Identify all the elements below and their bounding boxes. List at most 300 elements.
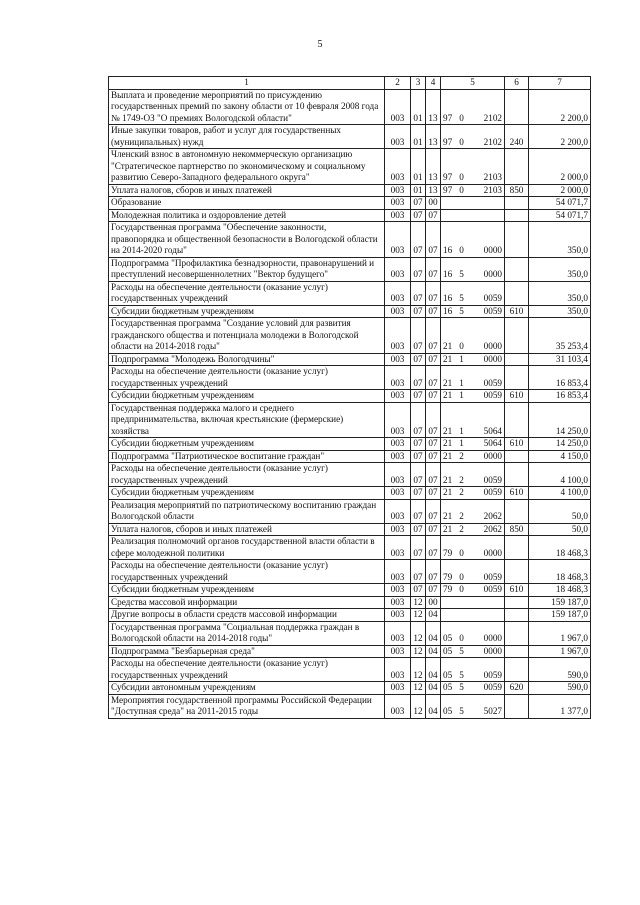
target-article-part: 0000 <box>483 450 502 461</box>
row-target-article <box>441 353 505 366</box>
row-name: Субсидии бюджетным учреждениям <box>109 438 385 451</box>
row-target-article <box>441 222 505 258</box>
row-name: Другие вопросы в области средств массовой информации <box>109 609 385 622</box>
table-row <box>109 463 591 487</box>
target-article-part: 0000 <box>483 269 502 279</box>
row-name: Реализация полномочий органов государственной власти области в сфере молодежной политики <box>109 536 385 560</box>
target-article-part: 1 <box>459 377 464 388</box>
target-article-part: 0000 <box>483 633 502 643</box>
row-expense-type <box>505 257 529 281</box>
row-amount: 350,0 <box>529 222 591 258</box>
target-article-part: 2 <box>459 487 464 497</box>
target-article-part: 5 <box>459 706 464 716</box>
row-target-article <box>441 197 505 210</box>
row-expense-type: 850 <box>505 184 529 197</box>
target-article-part: 79 <box>443 584 453 594</box>
row-code-admin: 003 <box>385 89 411 125</box>
row-target-article <box>441 682 505 695</box>
row-target-article <box>441 450 505 463</box>
target-article-part: 16 <box>443 245 453 255</box>
target-article-part: 2062 <box>483 511 502 521</box>
row-subsection: 13 <box>426 125 441 149</box>
row-code-admin: 003 <box>385 694 411 718</box>
table-row <box>109 366 591 390</box>
row-section: 07 <box>411 584 426 597</box>
row-target-article <box>441 487 505 500</box>
target-article-part: 0 <box>459 136 464 147</box>
row-target-article <box>441 125 505 149</box>
row-code-admin: 003 <box>385 402 411 438</box>
row-subsection: 07 <box>426 281 441 305</box>
target-article-part: 05 <box>443 682 453 692</box>
row-code-admin: 003 <box>385 366 411 390</box>
row-target-article <box>441 402 505 438</box>
row-subsection: 13 <box>426 184 441 197</box>
row-subsection: 04 <box>426 658 441 682</box>
target-article-part: 2103 <box>483 184 502 195</box>
row-amount: 18 468,3 <box>529 560 591 584</box>
row-section: 12 <box>411 682 426 695</box>
row-expense-type <box>505 621 529 645</box>
row-subsection: 07 <box>426 318 441 354</box>
target-article-part: 97 <box>443 136 453 147</box>
row-subsection: 07 <box>426 438 441 451</box>
target-article-part: 0059 <box>483 305 502 316</box>
table-row <box>109 222 591 258</box>
header-col-4: 4 <box>426 77 441 90</box>
row-target-article <box>441 281 505 305</box>
target-article-part: 0059 <box>483 571 502 582</box>
row-name: Выплата и проведение мероприятий по присуждению государственных премий по закону области от 10 февраля 2008 года № 1749-ОЗ "О премиях Вологодской области" <box>109 89 385 125</box>
row-target-article <box>441 694 505 718</box>
row-name: Иные закупки товаров, работ и услуг для государственных (муниципальных) нужд <box>109 125 385 149</box>
row-subsection: 07 <box>426 305 441 318</box>
table-row <box>109 353 591 366</box>
row-section: 07 <box>411 402 426 438</box>
row-expense-type <box>505 149 529 185</box>
row-amount: 2 000,0 <box>529 149 591 185</box>
row-expense-type <box>505 222 529 258</box>
target-article-part: 0059 <box>483 377 502 388</box>
row-section: 12 <box>411 694 426 718</box>
row-amount: 4 150,0 <box>529 450 591 463</box>
target-article-part: 2102 <box>483 136 502 147</box>
table-row <box>109 523 591 536</box>
table-row <box>109 149 591 185</box>
row-name: Образование <box>109 197 385 210</box>
row-code-admin: 003 <box>385 209 411 222</box>
row-code-admin: 003 <box>385 658 411 682</box>
target-article-part: 1 <box>459 390 464 400</box>
target-article-part: 21 <box>443 390 453 400</box>
target-article-part: 5064 <box>483 425 502 436</box>
table-row <box>109 645 591 658</box>
row-section: 07 <box>411 353 426 366</box>
row-amount: 35 253,4 <box>529 318 591 354</box>
row-expense-type <box>505 645 529 658</box>
target-article-part: 5064 <box>483 438 502 448</box>
row-subsection: 07 <box>426 463 441 487</box>
row-target-article <box>441 257 505 281</box>
target-article-part: 0000 <box>483 547 502 558</box>
row-amount: 18 468,3 <box>529 536 591 560</box>
target-article-part: 0059 <box>483 293 502 303</box>
row-expense-type <box>505 596 529 609</box>
row-amount: 4 100,0 <box>529 463 591 487</box>
row-target-article <box>441 184 505 197</box>
row-target-article <box>441 645 505 658</box>
table-row <box>109 560 591 584</box>
row-amount: 1 967,0 <box>529 645 591 658</box>
row-code-admin: 003 <box>385 305 411 318</box>
row-code-admin: 003 <box>385 450 411 463</box>
row-amount: 590,0 <box>529 682 591 695</box>
target-article-part: 21 <box>443 377 453 388</box>
row-expense-type <box>505 209 529 222</box>
row-amount: 54 071,7 <box>529 209 591 222</box>
row-name: Мероприятия государственной программы Российской Федерации "Доступная среда" на 2011-2015 годы <box>109 694 385 718</box>
table-row <box>109 184 591 197</box>
header-col-7: 7 <box>529 77 591 90</box>
row-target-article <box>441 596 505 609</box>
row-name: Молодежная политика и оздоровление детей <box>109 209 385 222</box>
target-article-part: 97 <box>443 172 453 182</box>
row-name: Подпрограмма "Патриотическое воспитание граждан" <box>109 450 385 463</box>
row-subsection: 13 <box>426 149 441 185</box>
table-row <box>109 682 591 695</box>
row-expense-type <box>505 658 529 682</box>
header-col-2: 2 <box>385 77 411 90</box>
row-subsection: 07 <box>426 450 441 463</box>
row-code-admin: 003 <box>385 390 411 403</box>
target-article-part: 05 <box>443 669 453 680</box>
target-article-part: 2 <box>459 523 464 534</box>
row-name: Уплата налогов, сборов и иных платежей <box>109 184 385 197</box>
row-amount: 350,0 <box>529 257 591 281</box>
row-target-article <box>441 305 505 318</box>
row-code-admin: 003 <box>385 281 411 305</box>
row-amount: 350,0 <box>529 281 591 305</box>
row-expense-type: 620 <box>505 682 529 695</box>
target-article-part: 0 <box>459 547 464 558</box>
row-code-admin: 003 <box>385 438 411 451</box>
row-name: Государственная программа "Создание условий для развития гражданского общества и потенциала молодежи в Вологодской области на 2014-2018 годы" <box>109 318 385 354</box>
row-expense-type <box>505 281 529 305</box>
row-code-admin: 003 <box>385 197 411 210</box>
row-section: 07 <box>411 366 426 390</box>
row-name: Субсидии бюджетным учреждениям <box>109 390 385 403</box>
row-expense-type <box>505 366 529 390</box>
row-target-article <box>441 609 505 622</box>
row-section: 12 <box>411 645 426 658</box>
row-code-admin: 003 <box>385 149 411 185</box>
row-code-admin: 003 <box>385 682 411 695</box>
row-code-admin: 003 <box>385 560 411 584</box>
target-article-part: 0 <box>459 633 464 643</box>
row-subsection: 07 <box>426 499 441 523</box>
row-subsection: 04 <box>426 621 441 645</box>
row-name: Подпрограмма "Профилактика безнадзорности, правонарушений и преступлений несовершеннолетних "Вектор будущего" <box>109 257 385 281</box>
header-col-3: 3 <box>411 77 426 90</box>
row-subsection: 04 <box>426 609 441 622</box>
row-section: 07 <box>411 390 426 403</box>
table-row <box>109 257 591 281</box>
row-target-article <box>441 366 505 390</box>
row-section: 07 <box>411 463 426 487</box>
row-amount: 4 100,0 <box>529 487 591 500</box>
table-row <box>109 209 591 222</box>
row-expense-type <box>505 353 529 366</box>
target-article-part: 2 <box>459 474 464 485</box>
row-amount: 50,0 <box>529 499 591 523</box>
row-subsection: 07 <box>426 209 441 222</box>
row-section: 01 <box>411 125 426 149</box>
row-name: Расходы на обеспечение деятельности (оказание услуг) государственных учреждений <box>109 366 385 390</box>
table-row <box>109 438 591 451</box>
table-row <box>109 125 591 149</box>
target-article-part: 16 <box>443 269 453 279</box>
row-code-admin: 003 <box>385 499 411 523</box>
target-article-part: 2 <box>459 450 464 461</box>
target-article-part: 05 <box>443 645 453 656</box>
row-name: Государственная поддержка малого и среднего предпринимательства, включая крестьянские (фермерские) хозяйства <box>109 402 385 438</box>
row-expense-type: 610 <box>505 390 529 403</box>
target-article-part: 0000 <box>483 245 502 255</box>
row-code-admin: 003 <box>385 463 411 487</box>
row-code-admin: 003 <box>385 257 411 281</box>
target-article-part: 5 <box>459 682 464 692</box>
row-amount: 159 187,0 <box>529 596 591 609</box>
row-code-admin: 003 <box>385 222 411 258</box>
row-section: 07 <box>411 560 426 584</box>
row-amount: 2 200,0 <box>529 125 591 149</box>
table-row <box>109 305 591 318</box>
row-expense-type: 240 <box>505 125 529 149</box>
row-expense-type <box>505 463 529 487</box>
target-article-part: 0 <box>459 112 464 123</box>
row-section: 12 <box>411 596 426 609</box>
row-name: Расходы на обеспечение деятельности (оказание услуг) государственных учреждений <box>109 560 385 584</box>
row-expense-type <box>505 197 529 210</box>
row-section: 07 <box>411 257 426 281</box>
row-code-admin: 003 <box>385 609 411 622</box>
row-subsection: 13 <box>426 89 441 125</box>
row-subsection: 07 <box>426 402 441 438</box>
row-expense-type <box>505 560 529 584</box>
row-subsection: 07 <box>426 353 441 366</box>
row-code-admin: 003 <box>385 621 411 645</box>
target-article-part: 2 <box>459 511 464 521</box>
target-article-part: 0059 <box>483 390 502 400</box>
row-name: Расходы на обеспечение деятельности (оказание услуг) государственных учреждений <box>109 281 385 305</box>
row-amount: 50,0 <box>529 523 591 536</box>
row-amount: 2 000,0 <box>529 184 591 197</box>
row-amount: 350,0 <box>529 305 591 318</box>
target-article-part: 79 <box>443 547 453 558</box>
row-subsection: 07 <box>426 536 441 560</box>
target-article-part: 0 <box>459 584 464 594</box>
row-section: 07 <box>411 536 426 560</box>
row-name: Субсидии бюджетным учреждениям <box>109 584 385 597</box>
target-article-part: 2102 <box>483 112 502 123</box>
row-section: 01 <box>411 89 426 125</box>
row-amount: 31 103,4 <box>529 353 591 366</box>
target-article-part: 05 <box>443 706 453 716</box>
target-article-part: 0059 <box>483 487 502 497</box>
row-target-article <box>441 390 505 403</box>
row-amount: 54 071,7 <box>529 197 591 210</box>
row-expense-type: 610 <box>505 305 529 318</box>
table-row <box>109 197 591 210</box>
row-expense-type <box>505 318 529 354</box>
target-article-part: 0000 <box>483 645 502 656</box>
row-name: Государственная программа "Обеспечение законности, правопорядка и общественной безопасности в Вологодской области на 2014-2020 годы" <box>109 222 385 258</box>
row-subsection: 07 <box>426 222 441 258</box>
row-name: Подпрограмма "Молодежь Вологодчины" <box>109 353 385 366</box>
target-article-part: 0000 <box>483 353 502 364</box>
row-expense-type: 610 <box>505 584 529 597</box>
target-article-part: 0 <box>459 571 464 582</box>
row-code-admin: 003 <box>385 596 411 609</box>
target-article-part: 0000 <box>483 341 502 351</box>
target-article-part: 21 <box>443 450 453 461</box>
row-target-article <box>441 463 505 487</box>
row-section: 07 <box>411 487 426 500</box>
row-subsection: 00 <box>426 596 441 609</box>
table-row <box>109 621 591 645</box>
row-expense-type <box>505 536 529 560</box>
row-name: Расходы на обеспечение деятельности (оказание услуг) государственных учреждений <box>109 463 385 487</box>
row-expense-type <box>505 89 529 125</box>
row-target-article <box>441 560 505 584</box>
target-article-part: 2062 <box>483 523 502 534</box>
table-row <box>109 89 591 125</box>
row-name: Средства массовой информации <box>109 596 385 609</box>
row-amount: 16 853,4 <box>529 390 591 403</box>
target-article-part: 21 <box>443 474 453 485</box>
target-article-part: 21 <box>443 511 453 521</box>
target-article-part: 21 <box>443 341 453 351</box>
row-name: Субсидии бюджетным учреждениям <box>109 487 385 500</box>
header-col-5: 5 <box>441 77 505 90</box>
row-section: 07 <box>411 523 426 536</box>
header-col-6: 6 <box>505 77 529 90</box>
table-row <box>109 658 591 682</box>
row-code-admin: 003 <box>385 184 411 197</box>
target-article-part: 16 <box>443 293 453 303</box>
row-code-admin: 003 <box>385 318 411 354</box>
target-article-part: 21 <box>443 425 453 436</box>
target-article-part: 0 <box>459 172 464 182</box>
row-code-admin: 003 <box>385 645 411 658</box>
row-subsection: 07 <box>426 257 441 281</box>
row-subsection: 04 <box>426 694 441 718</box>
header-col-1: 1 <box>109 77 385 90</box>
table-row <box>109 450 591 463</box>
target-article-part: 0059 <box>483 474 502 485</box>
table-row <box>109 487 591 500</box>
row-amount: 18 468,3 <box>529 584 591 597</box>
target-article-part: 97 <box>443 184 453 195</box>
row-subsection: 07 <box>426 390 441 403</box>
row-code-admin: 003 <box>385 125 411 149</box>
target-article-part: 0059 <box>483 669 502 680</box>
table-row <box>109 609 591 622</box>
table-row <box>109 402 591 438</box>
target-article-part: 0059 <box>483 682 502 692</box>
row-section: 12 <box>411 658 426 682</box>
table-row <box>109 596 591 609</box>
row-section: 07 <box>411 209 426 222</box>
row-section: 01 <box>411 184 426 197</box>
budget-table <box>108 76 591 719</box>
row-amount: 16 853,4 <box>529 366 591 390</box>
row-subsection: 07 <box>426 560 441 584</box>
row-section: 12 <box>411 609 426 622</box>
row-target-article <box>441 499 505 523</box>
target-article-part: 0 <box>459 341 464 351</box>
target-article-part: 5 <box>459 305 464 316</box>
target-article-part: 05 <box>443 633 453 643</box>
row-code-admin: 003 <box>385 353 411 366</box>
row-target-article <box>441 523 505 536</box>
target-article-part: 1 <box>459 438 464 448</box>
target-article-part: 21 <box>443 353 453 364</box>
row-section: 07 <box>411 305 426 318</box>
row-section: 07 <box>411 438 426 451</box>
target-article-part: 21 <box>443 523 453 534</box>
row-name: Субсидии бюджетным учреждениям <box>109 305 385 318</box>
row-target-article <box>441 584 505 597</box>
row-section: 07 <box>411 197 426 210</box>
row-code-admin: 003 <box>385 487 411 500</box>
row-name: Уплата налогов, сборов и иных платежей <box>109 523 385 536</box>
row-name: Расходы на обеспечение деятельности (оказание услуг) государственных учреждений <box>109 658 385 682</box>
target-article-part: 21 <box>443 487 453 497</box>
row-subsection: 04 <box>426 682 441 695</box>
target-article-part: 2103 <box>483 172 502 182</box>
target-article-part: 79 <box>443 571 453 582</box>
row-section: 12 <box>411 621 426 645</box>
row-section: 01 <box>411 149 426 185</box>
table-row <box>109 281 591 305</box>
table-row <box>109 536 591 560</box>
row-name: Субсидии автономным учреждениям <box>109 682 385 695</box>
row-subsection: 07 <box>426 487 441 500</box>
header-row <box>109 77 591 90</box>
row-code-admin: 003 <box>385 584 411 597</box>
row-section: 07 <box>411 450 426 463</box>
table-row <box>109 694 591 718</box>
table-row <box>109 318 591 354</box>
row-amount: 14 250,0 <box>529 438 591 451</box>
row-section: 07 <box>411 318 426 354</box>
row-amount: 2 200,0 <box>529 89 591 125</box>
row-amount: 159 187,0 <box>529 609 591 622</box>
row-subsection: 07 <box>426 584 441 597</box>
row-expense-type <box>505 499 529 523</box>
row-subsection: 07 <box>426 366 441 390</box>
row-expense-type: 610 <box>505 438 529 451</box>
row-name: Реализация мероприятий по патриотическому воспитанию граждан Вологодской области <box>109 499 385 523</box>
target-article-part: 21 <box>443 438 453 448</box>
target-article-part: 16 <box>443 305 453 316</box>
table-row <box>109 584 591 597</box>
row-target-article <box>441 209 505 222</box>
target-article-part: 97 <box>443 112 453 123</box>
target-article-part: 5 <box>459 669 464 680</box>
row-name: Государственная программа "Социальная поддержка граждан в Вологодской области на 2014-2018 годы" <box>109 621 385 645</box>
